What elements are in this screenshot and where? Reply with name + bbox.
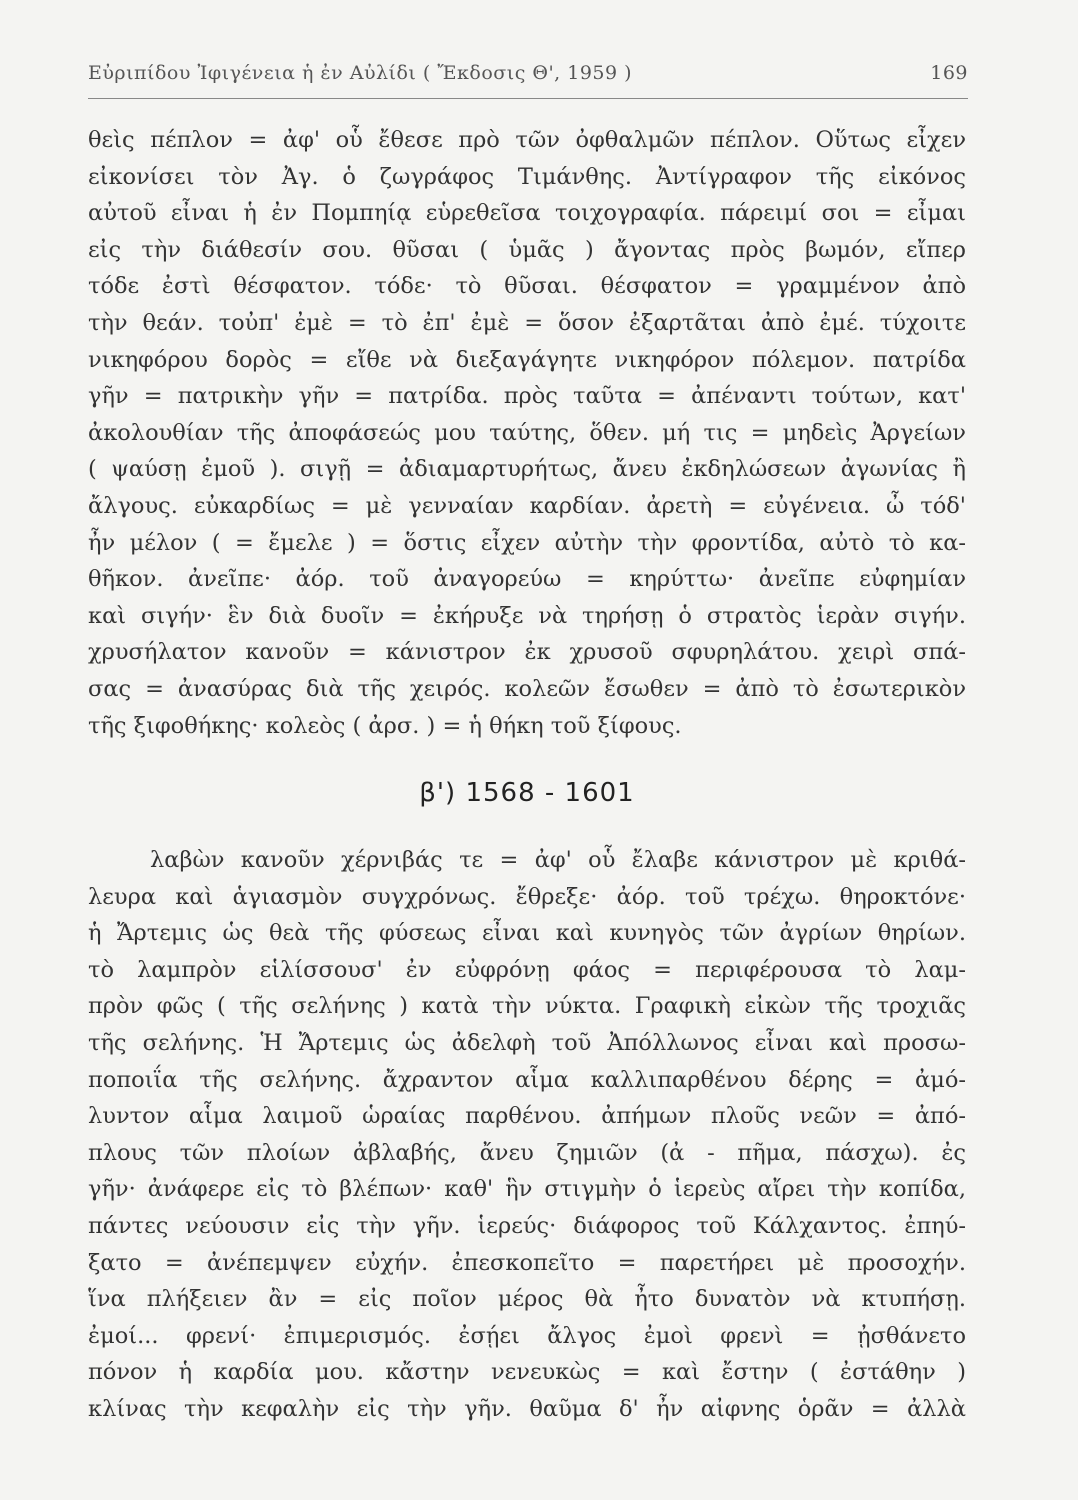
- text-line: νικηφόρου δορὸς = εἴθε νὰ διεξαγάγητε νικηφόρον πόλεμον. πατρίδα: [88, 346, 966, 373]
- text-line: σας = ἀνασύρας διὰ τῆς χειρός. κολεῶν ἔσωθεν = ἀπὸ τὸ ἐσωτερικὸν: [88, 675, 966, 702]
- text-line: ἄλγους. εὐκαρδίως = μὲ γενναίαν καρδίαν. ἀρετὴ = εὐγένεια. ὦ τόδ': [88, 492, 966, 519]
- text-line: θεὶς πέπλον = ἀφ' οὗ ἔθεσε πρὸ τῶν ὀφθαλμῶν πέπλον. Οὕτως εἶχεν: [88, 127, 966, 153]
- text-line: ξατο = ἀνέπεμψεν εὐχήν. ἐπεσκοπεῖτο = παρετήρει μὲ προσοχήν.: [88, 1249, 966, 1276]
- text-line: λευρα καὶ ἁγιασμὸν συγχρόνως. ἔθρεξε· ἀόρ. τοῦ τρέχω. θηροκτόνε·: [88, 883, 966, 910]
- text-line: τὸ λαμπρὸν εἱλίσσουσ' ἐν εὐφρόνῃ φάος = περιφέρουσα τὸ λαμ-: [88, 956, 966, 983]
- commentary-block-2: [88, 842, 966, 1428]
- text-line: θῆκον. ἀνεῖπε· ἀόρ. τοῦ ἀναγορεύω = κηρύττω· ἀνεῖπε εὐφημίαν: [88, 566, 966, 593]
- text-line: πρὸν φῶς ( τῆς σελήνης ) κατὰ τὴν νύκτα. Γραφικὴ εἰκὼν τῆς τροχιᾶς: [88, 993, 966, 1020]
- text-line: ἐμοί... φρενί· ἐπιμερισμός. ἐσῄει ἄλγος ἐμοὶ φρενὶ = ᾐσθάνετο: [88, 1322, 966, 1349]
- page-body: [88, 122, 966, 1428]
- text-line: ( ψαύσῃ ἐμοῦ ). σιγῇ = ἀδιαμαρτυρήτως, ἄνευ ἐκδηλώσεων ἀγωνίας ἢ: [88, 456, 966, 483]
- text-line: πάντες νεύουσιν εἰς τὴν γῆν. ἱερεύς· διάφορος τοῦ Κάλχαντος. ἐπηύ-: [88, 1213, 966, 1240]
- text-line: εἰκονίσει τὸν Ἀγ. ὁ ζωγράφος Τιμάνθης. Ἀντίγραφον τῆς εἰκόνος: [88, 163, 966, 190]
- text-line: λαβὼν κανοῦν χέρνιβάς τε = ἀφ' οὗ ἔλαβε κάνιστρον μὲ κριθά-: [150, 847, 966, 874]
- section-heading: β') 1568 - 1601: [419, 778, 635, 809]
- text-line: πόνον ἡ καρδία μου. κἄστην νενευκὼς = καὶ ἔστην ( ἐστάθην ): [88, 1359, 966, 1386]
- text-line: κλίνας τὴν κεφαλὴν εἰς τὴν γῆν. θαῦμα δ' ἦν αἰφνης ὁρᾶν = ἀλλὰ: [88, 1396, 966, 1422]
- text-line: ἦν μέλον ( = ἔμελε ) = ὅστις εἶχεν αὐτὴν τὴν φροντίδα, αὐτὸ τὸ κα-: [88, 529, 966, 556]
- running-header: [88, 62, 968, 99]
- text-line: εἰς τὴν διάθεσίν σου. θῦσαι ( ὑμᾶς ) ἄγοντας πρὸς βωμόν, εἴπερ: [88, 236, 966, 263]
- text-line: τόδε ἐστὶ θέσφατον. τόδε· τὸ θῦσαι. θέσφατον = γραμμένον ἀπὸ: [88, 273, 966, 300]
- text-line: χρυσήλατον κανοῦν = κάνιστρον ἐκ χρυσοῦ σφυρηλάτου. χειρὶ σπά-: [88, 639, 966, 666]
- text-line: ἡ Ἄρτεμις ὡς θεὰ τῆς φύσεως εἶναι καὶ κυνηγὸς τῶν ἀγρίων θηρίων.: [88, 920, 966, 947]
- commentary-block-1: [88, 122, 966, 744]
- text-line: λυντον αἷμα λαιμοῦ ὡραίας παρθένου. ἀπήμων πλοῦς νεῶν = ἀπό-: [88, 1103, 966, 1130]
- text-line: καὶ σιγήν· ἓν διὰ δυοῖν = ἐκήρυξε νὰ τηρήσῃ ὁ στρατὸς ἱερὰν σιγήν.: [88, 602, 966, 629]
- text-line: αὐτοῦ εἶναι ἡ ἐν Πομπηίᾳ εὑρεθεῖσα τοιχογραφία. πάρειμί σοι = εἶμαι: [88, 200, 966, 227]
- text-line: ἵνα πλήξειεν ἂν = εἰς ποῖον μέρος θὰ ἦτο δυνατὸν νὰ κτυπήσῃ.: [88, 1286, 966, 1313]
- text-line: τῆς σελήνης. Ἡ Ἄρτεμις ὡς ἀδελφὴ τοῦ Ἀπόλλωνος εἶναι καὶ προσω-: [88, 1030, 966, 1057]
- text-line: γῆν· ἀνάφερε εἰς τὸ βλέπων· καθ' ἣν στιγμὴν ὁ ἱερεὺς αἴρει τὴν κοπίδα,: [88, 1176, 966, 1203]
- text-line: ποποιΐα τῆς σελήνης. ἄχραντον αἷμα καλλιπαρθένου δέρης = ἀμό-: [88, 1066, 966, 1093]
- page-number: 169: [930, 62, 968, 84]
- text-line: τῆς ξιφοθήκης· κολεὸς ( ἀρσ. ) = ἡ θήκη τοῦ ξίφους.: [88, 712, 682, 739]
- running-title: Εὐριπίδου Ἰφιγένεια ἡ ἐν Αὐλίδι ( Ἔκδοσις Θ', 1959 ): [88, 62, 633, 84]
- text-line: γῆν = πατρικὴν γῆν = πατρίδα. πρὸς ταῦτα = ἀπέναντι τούτων, κατ': [88, 383, 966, 410]
- text-line: ἀκολουθίαν τῆς ἀποφάσεώς μου ταύτης, ὅθεν. μή τις = μηδεὶς Ἀργείων: [88, 419, 966, 446]
- text-line: τὴν θεάν. τοὐπ' ἐμὲ = τὸ ἐπ' ἐμὲ = ὅσον ἐξαρτᾶται ἀπὸ ἐμέ. τύχοιτε: [88, 309, 966, 336]
- text-line: πλους τῶν πλοίων ἀβλαβής, ἄνευ ζημιῶν (ἀ - πῆμα, πάσχω). ἐς: [88, 1139, 966, 1166]
